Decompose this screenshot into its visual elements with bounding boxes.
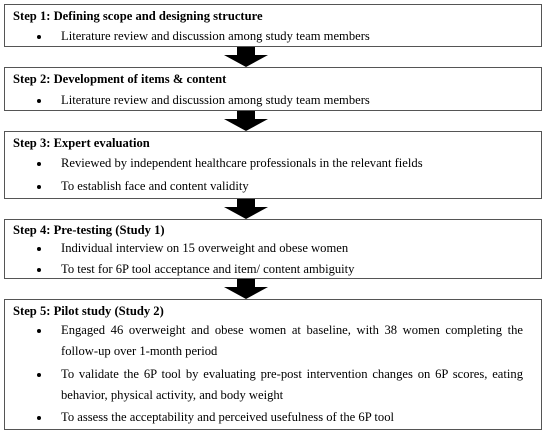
step-4-box — [4, 219, 542, 279]
step-4-title: Step 4: Pre-testing (Study 1) — [13, 223, 165, 237]
step-5-title: Step 5: Pilot study (Study 2) — [13, 304, 164, 318]
step-1-box — [4, 4, 542, 47]
bullet-dot — [37, 35, 41, 39]
step-1-title: Step 1: Defining scope and designing structure — [13, 9, 263, 23]
bullet-text: To validate the 6P tool by evaluating pre-post intervention changes on 6P scores, eating behavior, physical activity, and body weight — [61, 367, 523, 402]
bullet-dot — [37, 268, 41, 272]
bullet-dot — [37, 247, 41, 251]
step-3-box — [4, 131, 542, 199]
bullet-text: To establish face and content validity — [61, 179, 249, 193]
step-5-box — [4, 299, 542, 430]
bullet-text: Reviewed by independent healthcare professionals in the relevant fields — [61, 156, 423, 170]
bullet-dot — [37, 185, 41, 189]
bullet-dot — [37, 373, 41, 377]
bullet-dot — [37, 329, 41, 333]
down-arrow-3 — [224, 199, 268, 219]
bullet-text: Individual interview on 15 overweight and obese women — [61, 241, 349, 255]
bullet-text: To assess the acceptability and perceived usefulness of the 6P tool — [61, 410, 394, 424]
bullet-dot — [37, 162, 41, 166]
down-arrow-4 — [224, 279, 268, 299]
step-2-title: Step 2: Development of items & content — [13, 72, 227, 86]
bullet-text: Literature review and discussion among study team members — [61, 93, 370, 107]
bullet-text: To test for 6P tool acceptance and item/ content ambiguity — [61, 262, 355, 276]
bullet-dot — [37, 416, 41, 420]
bullet-dot — [37, 99, 41, 103]
bullet-text: Literature review and discussion among study team members — [61, 29, 370, 43]
step-5-bullet-2 — [41, 367, 523, 409]
step-2-box — [4, 67, 542, 111]
step-5-bullet-1 — [41, 323, 523, 365]
down-arrow-1 — [224, 47, 268, 67]
bullet-text: Engaged 46 overweight and obese women at baseline, with 38 women completing the follow-up over 1-month period — [61, 323, 523, 358]
down-arrow-2 — [224, 111, 268, 131]
step-3-title: Step 3: Expert evaluation — [13, 136, 150, 150]
